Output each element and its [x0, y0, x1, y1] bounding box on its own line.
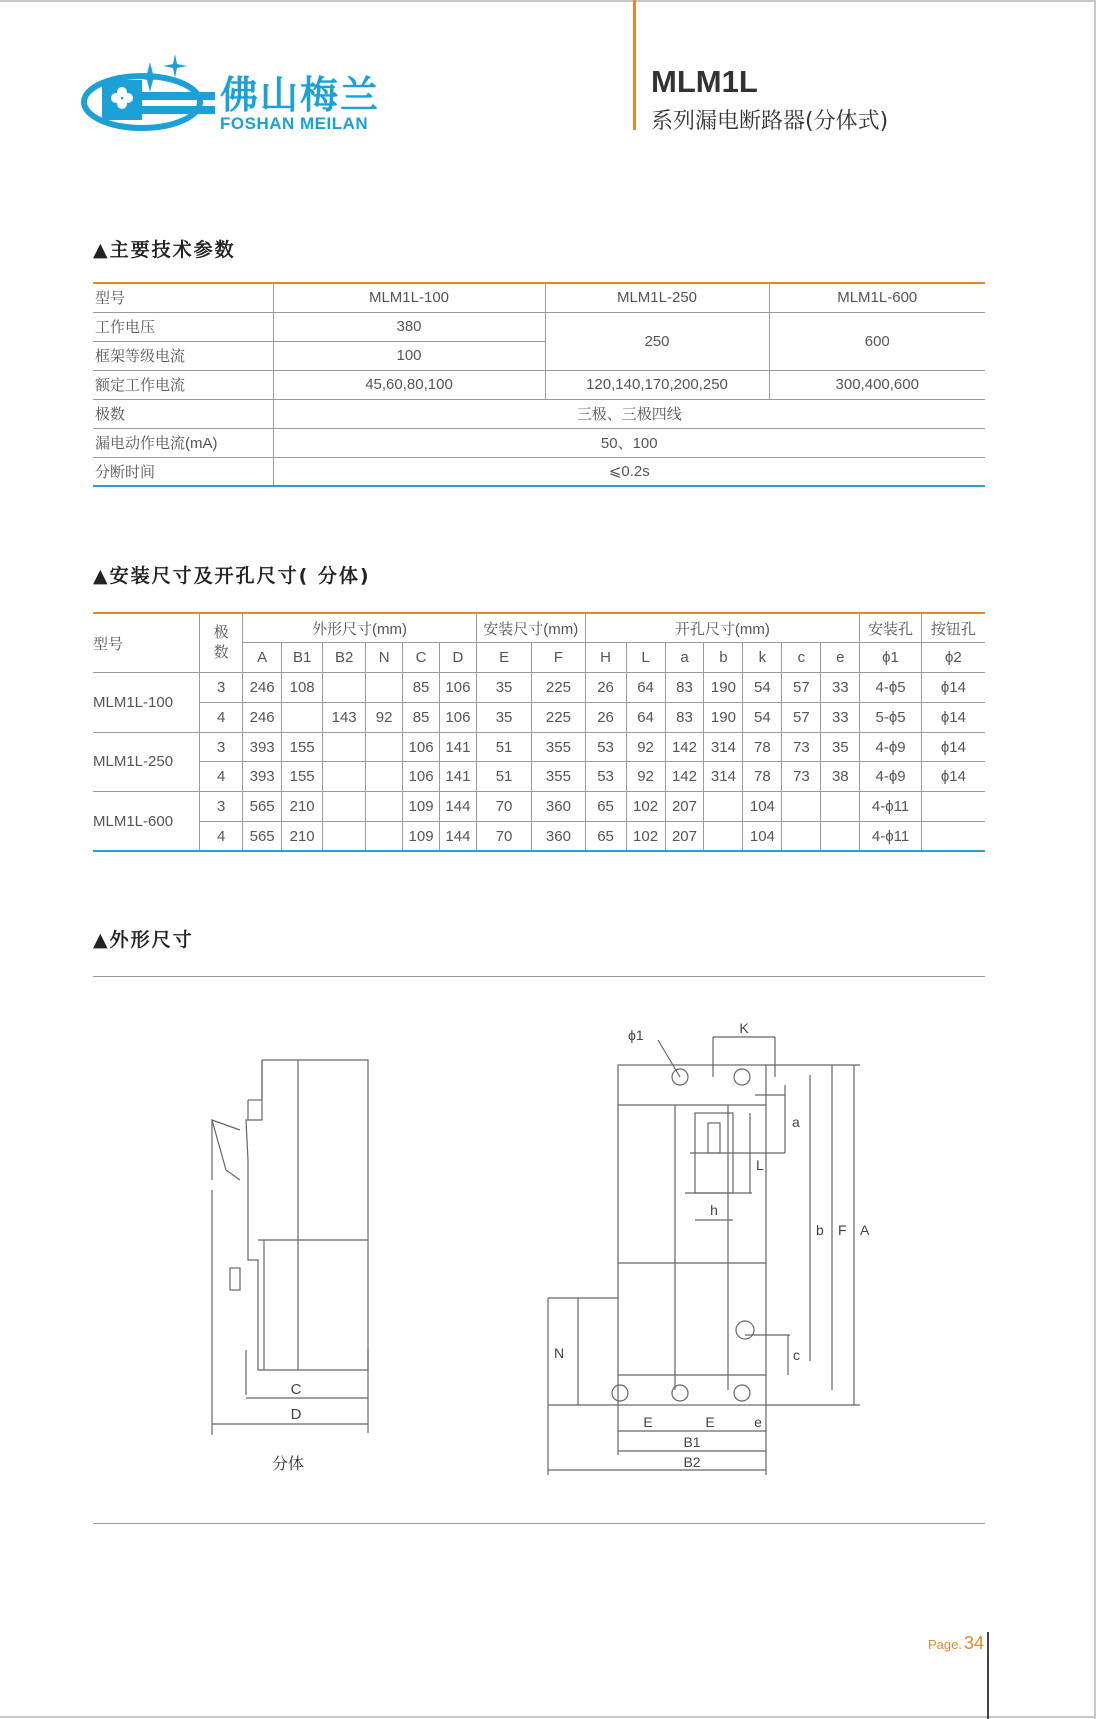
table-cell — [782, 792, 821, 822]
subheader-cell: ϕ2 — [921, 643, 985, 673]
header-poles: 极 数 — [200, 613, 243, 673]
label-l: L — [756, 1157, 764, 1173]
header-button-hole: 按钮孔 — [921, 613, 985, 643]
table-cell: 190 — [704, 673, 743, 703]
subheader-cell: D — [439, 643, 476, 673]
table-cell: 314 — [704, 762, 743, 792]
side-view-caption: 分体 — [272, 1454, 305, 1473]
table-cell: 355 — [532, 732, 585, 762]
subheader-cell: C — [403, 643, 440, 673]
table-cell: 65 — [585, 792, 626, 822]
table-header-row — [93, 613, 985, 643]
table-cell: 565 — [243, 822, 282, 852]
table-cell — [366, 792, 403, 822]
table-cell — [366, 673, 403, 703]
header-outline: 外形尺寸(mm) — [243, 613, 477, 643]
label-a: a — [792, 1114, 800, 1130]
table-cell — [323, 792, 366, 822]
table-cell: 142 — [665, 762, 704, 792]
table-cell: 225 — [532, 702, 585, 732]
table-cell: 106 — [439, 673, 476, 703]
table-cell: 190 — [704, 702, 743, 732]
table-row — [93, 457, 985, 486]
table-cell: 207 — [665, 822, 704, 852]
label-phi1: ϕ1 — [628, 1027, 644, 1043]
row-label: 分断时间 — [93, 457, 273, 486]
table-cell: 120,140,170,200,250 — [545, 370, 769, 399]
table-cell — [366, 822, 403, 852]
table-cell: 109 — [403, 822, 440, 852]
table-cell: 35 — [476, 673, 531, 703]
table-cell: 53 — [585, 732, 626, 762]
table-cell: 143 — [323, 702, 366, 732]
table-cell: 26 — [585, 673, 626, 703]
table-row — [93, 673, 985, 703]
label-f: F — [838, 1222, 847, 1238]
subheader-cell: a — [665, 643, 704, 673]
table-cell: 100 — [273, 341, 545, 370]
table-cell: ϕ14 — [921, 702, 985, 732]
table-cell: 57 — [782, 673, 821, 703]
table-cell — [366, 762, 403, 792]
table-cell: 600 — [769, 312, 985, 370]
subheader-cell: ϕ1 — [860, 643, 922, 673]
table-cell: 54 — [743, 702, 782, 732]
row-label: 漏电动作电流(mA) — [93, 428, 273, 457]
subheader-cell: N — [366, 643, 403, 673]
label-e2: E — [705, 1414, 715, 1430]
subheader-cell: A — [243, 643, 282, 673]
table-cell: 92 — [366, 702, 403, 732]
table-cell: 85 — [403, 702, 440, 732]
table-row — [93, 732, 985, 762]
page-number: 34 — [964, 1633, 985, 1653]
table-cell: 26 — [585, 702, 626, 732]
front-view-drawing — [520, 1015, 900, 1490]
table-cell: 38 — [821, 762, 860, 792]
subheader-cell: c — [782, 643, 821, 673]
table-cell: 360 — [532, 822, 585, 852]
tech-params-table — [93, 282, 985, 487]
table-row — [93, 312, 985, 341]
table-cell: 5-ϕ5 — [860, 702, 922, 732]
table-cell: 142 — [665, 732, 704, 762]
label-c: c — [793, 1347, 800, 1363]
subheader-cell: F — [532, 643, 585, 673]
table-cell: 104 — [743, 792, 782, 822]
row-label: 额定工作电流 — [93, 370, 273, 399]
label-b2: B2 — [683, 1454, 701, 1470]
subheader-cell: L — [626, 643, 665, 673]
table-cell — [366, 732, 403, 762]
table-cell: 35 — [821, 732, 860, 762]
section-rule-top — [93, 976, 985, 977]
table-row — [93, 702, 985, 732]
table-row — [93, 370, 985, 399]
table-cell: 70 — [476, 822, 531, 852]
model-cell: MLM1L-100 — [93, 673, 200, 733]
logo-chinese-text: 佛山梅兰 — [220, 73, 381, 117]
table-cell: 246 — [243, 702, 282, 732]
table-cell: 106 — [403, 732, 440, 762]
row-label: 工作电压 — [93, 312, 273, 341]
header-divider — [633, 0, 636, 130]
table-cell: 102 — [626, 822, 665, 852]
poles-cell: 4 — [200, 702, 243, 732]
header-mount-hole: 安装孔 — [860, 613, 922, 643]
table-cell: 225 — [532, 673, 585, 703]
table-cell: ϕ14 — [921, 673, 985, 703]
table-cell: 155 — [282, 762, 323, 792]
table-cell: 83 — [665, 702, 704, 732]
table-cell: 565 — [243, 792, 282, 822]
label-b1: B1 — [683, 1434, 701, 1450]
table-cell: 155 — [282, 732, 323, 762]
table-cell: 45,60,80,100 — [273, 370, 545, 399]
label-b: b — [816, 1222, 824, 1238]
table-cell: 78 — [743, 762, 782, 792]
table-cell: ϕ14 — [921, 762, 985, 792]
row-label: 型号 — [93, 283, 273, 312]
table-cell: 360 — [532, 792, 585, 822]
table-cell: 70 — [476, 792, 531, 822]
table-cell: 33 — [821, 702, 860, 732]
table-cell: 102 — [626, 792, 665, 822]
side-label-d: D — [290, 1406, 302, 1423]
logo-english-text: FOSHAN MEILAN — [220, 114, 369, 133]
section-outline-title: ▲外形尺寸 — [93, 929, 194, 951]
table-cell — [821, 792, 860, 822]
page-label: Page. — [928, 1637, 962, 1652]
table-cell — [323, 732, 366, 762]
table-cell: 141 — [439, 732, 476, 762]
table-cell — [704, 822, 743, 852]
table-cell: 4-ϕ11 — [860, 822, 922, 852]
table-cell: 109 — [403, 792, 440, 822]
table-cell: 51 — [476, 732, 531, 762]
table-cell: 4-ϕ11 — [860, 792, 922, 822]
table-row — [93, 428, 985, 457]
table-cell: 104 — [743, 822, 782, 852]
subheader-cell: b — [704, 643, 743, 673]
table-cell: 78 — [743, 732, 782, 762]
label-n: N — [554, 1345, 565, 1361]
section-tech-params-title: ▲主要技术参数 — [93, 239, 236, 261]
table-cell: 57 — [782, 702, 821, 732]
model-cell: MLM1L-600 — [93, 792, 200, 852]
subheader-cell: B1 — [282, 643, 323, 673]
table-cell: 64 — [626, 702, 665, 732]
table-cell: MLM1L-100 — [273, 283, 545, 312]
table-cell — [704, 792, 743, 822]
table-cell: 92 — [626, 762, 665, 792]
model-cell: MLM1L-250 — [93, 732, 200, 792]
table-cell: 246 — [243, 673, 282, 703]
table-cell — [921, 822, 985, 852]
table-cell: 53 — [585, 762, 626, 792]
side-label-c: C — [290, 1381, 302, 1398]
table-cell: ⩽0.2s — [273, 457, 985, 486]
poles-cell: 3 — [200, 673, 243, 703]
table-cell — [821, 822, 860, 852]
table-cell: 393 — [243, 762, 282, 792]
row-label: 极数 — [93, 399, 273, 428]
subheader-cell: e — [821, 643, 860, 673]
label-k: K — [739, 1020, 749, 1036]
poles-cell: 3 — [200, 792, 243, 822]
table-cell: 4-ϕ5 — [860, 673, 922, 703]
table-cell — [323, 822, 366, 852]
page-bar — [987, 1632, 989, 1719]
table-cell — [323, 762, 366, 792]
table-cell: 144 — [439, 792, 476, 822]
label-a-outer: A — [860, 1222, 870, 1238]
table-row — [93, 822, 985, 852]
section-install-dims-title: ▲安装尺寸及开孔尺寸( 分体) — [93, 565, 371, 587]
header-model: 型号 — [93, 613, 200, 673]
table-row — [93, 283, 985, 312]
model-title: MLM1L — [651, 64, 758, 99]
table-cell: 210 — [282, 792, 323, 822]
table-cell: MLM1L-600 — [769, 283, 985, 312]
header-install: 安装尺寸(mm) — [476, 613, 585, 643]
table-cell: 35 — [476, 702, 531, 732]
logo-emblem-icon — [80, 52, 220, 147]
header-cutout: 开孔尺寸(mm) — [585, 613, 860, 643]
table-cell: 92 — [626, 732, 665, 762]
table-row — [93, 762, 985, 792]
table-cell: 85 — [403, 673, 440, 703]
table-cell: 314 — [704, 732, 743, 762]
frame-bottom — [0, 1716, 1096, 1718]
table-cell: 54 — [743, 673, 782, 703]
table-cell: 106 — [439, 702, 476, 732]
table-cell: 355 — [532, 762, 585, 792]
table-cell: 108 — [282, 673, 323, 703]
table-cell — [782, 822, 821, 852]
table-cell: 73 — [782, 762, 821, 792]
table-cell: 393 — [243, 732, 282, 762]
subheader-cell: E — [476, 643, 531, 673]
table-cell: 50、100 — [273, 428, 985, 457]
table-cell — [282, 702, 323, 732]
company-logo — [80, 52, 390, 147]
table-row — [93, 399, 985, 428]
label-e1: E — [643, 1414, 653, 1430]
table-cell: 33 — [821, 673, 860, 703]
table-cell: 51 — [476, 762, 531, 792]
poles-cell: 3 — [200, 732, 243, 762]
subheader-cell: k — [743, 643, 782, 673]
side-view-drawing — [200, 1050, 380, 1450]
table-cell: 4-ϕ9 — [860, 762, 922, 792]
table-cell: 106 — [403, 762, 440, 792]
table-cell: 83 — [665, 673, 704, 703]
table-cell: 141 — [439, 762, 476, 792]
table-cell: 144 — [439, 822, 476, 852]
table-cell: 65 — [585, 822, 626, 852]
poles-cell: 4 — [200, 762, 243, 792]
table-cell: 250 — [545, 312, 769, 370]
subheader-cell: H — [585, 643, 626, 673]
table-cell: MLM1L-250 — [545, 283, 769, 312]
poles-cell: 4 — [200, 822, 243, 852]
table-cell: 三极、三极四线 — [273, 399, 985, 428]
subheader-cell: B2 — [323, 643, 366, 673]
frame-top — [0, 0, 1096, 2]
table-cell: 210 — [282, 822, 323, 852]
label-e: e — [754, 1414, 762, 1430]
install-dims-table — [93, 612, 985, 852]
table-cell: 4-ϕ9 — [860, 732, 922, 762]
table-cell: 64 — [626, 673, 665, 703]
table-cell: ϕ14 — [921, 732, 985, 762]
model-subtitle: 系列漏电断路器(分体式) — [651, 109, 889, 134]
table-cell — [921, 792, 985, 822]
table-cell: 207 — [665, 792, 704, 822]
table-cell: 300,400,600 — [769, 370, 985, 399]
label-h: h — [710, 1202, 718, 1218]
table-cell — [323, 673, 366, 703]
table-cell: 380 — [273, 312, 545, 341]
table-cell: 73 — [782, 732, 821, 762]
section-rule-bottom — [93, 1523, 985, 1524]
table-row — [93, 792, 985, 822]
row-label: 框架等级电流 — [93, 341, 273, 370]
